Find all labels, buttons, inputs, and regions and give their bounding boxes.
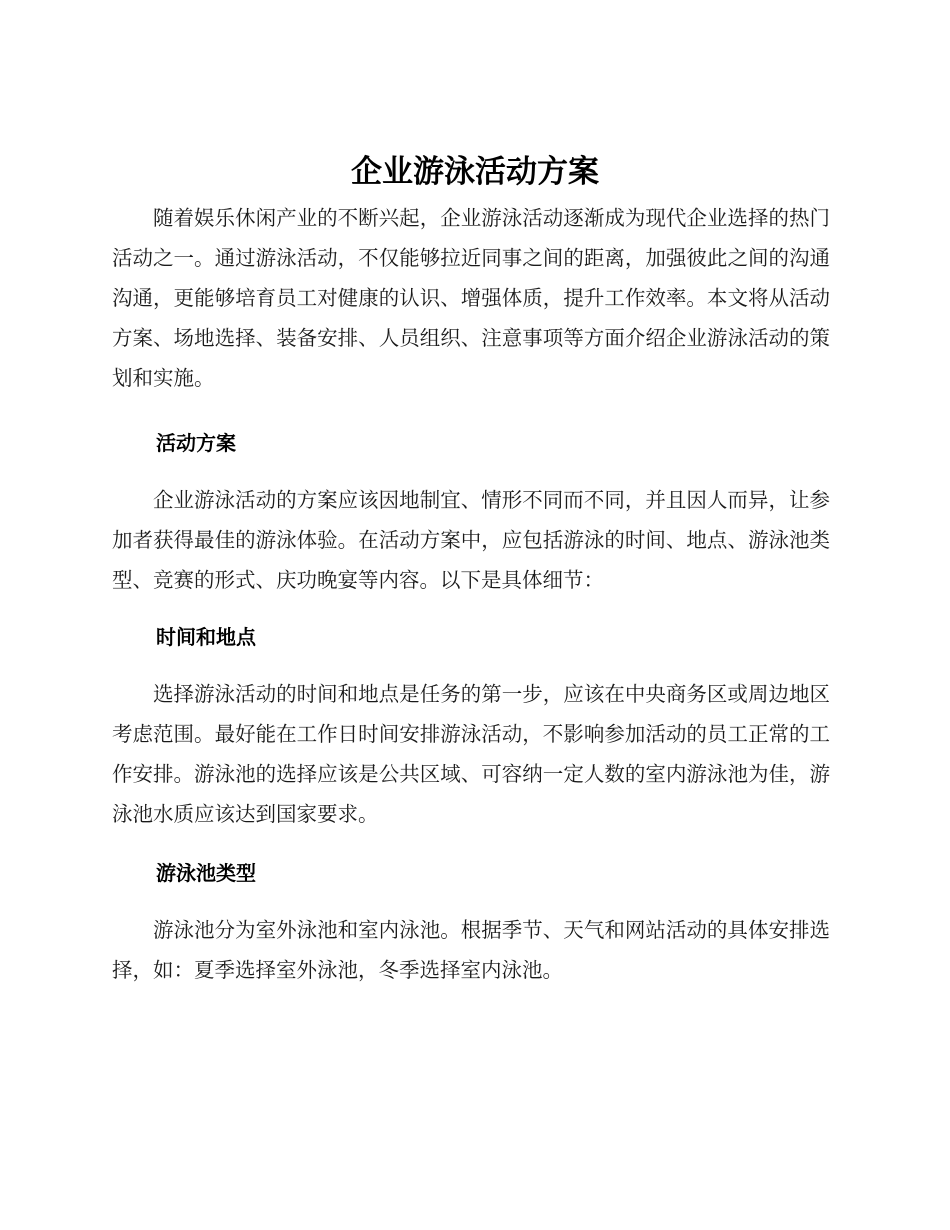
- section-heading-time-and-place: 时间和地点: [156, 625, 256, 649]
- section-body-activity-plan: 企业游泳活动的方案应该因地制宜、情形不同而不同，并且因人而异，让参加者获得最佳的游泳体验。在活动方案中，应包括游泳的时间、地点、游泳池类型、竞赛的形式、庆功晚宴等内容。以下是具体细节：: [112, 488, 830, 592]
- section-heading-activity-plan: 活动方案: [156, 431, 236, 455]
- section-body-pool-type: 游泳池分为室外泳池和室内泳池。根据季节、天气和网站活动的具体安排选择，如：夏季选择室外泳池，冬季选择室内泳池。: [112, 918, 830, 982]
- section-body-time-and-place: 选择游泳活动的时间和地点是任务的第一步，应该在中央商务区或周边地区考虑范围。最好能在工作日时间安排游泳活动，不影响参加活动的员工正常的工作安排。游泳池的选择应该是公共区域、可容纳一定人数的室内游泳池为佳，游泳池水质应该达到国家要求。: [112, 682, 830, 826]
- document-title: 企业游泳活动方案: [351, 154, 599, 190]
- section-heading-pool-type: 游泳池类型: [156, 861, 256, 885]
- intro-paragraph: 随着娱乐休闲产业的不断兴起，企业游泳活动逐渐成为现代企业选择的热门活动之一。通过游泳活动，不仅能够拉近同事之间的距离，加强彼此之间的沟通沟通，更能够培育员工对健康的认识、增强体质，提升工作效率。本文将从活动方案、场地选择、装备安排、人员组织、注意事项等方面介绍企业游泳活动的策划和实施。: [112, 206, 830, 390]
